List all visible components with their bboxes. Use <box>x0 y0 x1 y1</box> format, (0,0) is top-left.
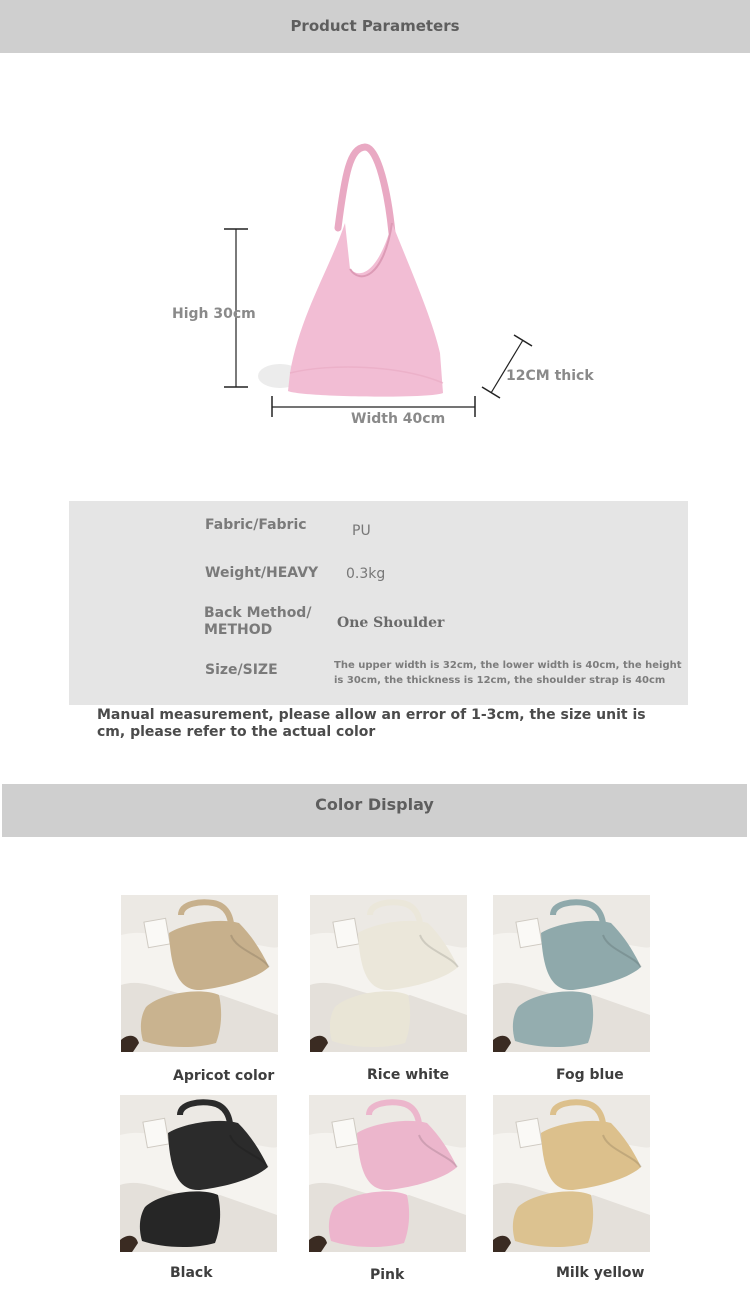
color-display-banner <box>2 784 747 837</box>
parameters-table <box>69 501 688 705</box>
section-title: Product Parameters <box>290 17 460 35</box>
color-thumbnail[interactable] <box>121 895 278 1052</box>
color-caption: Fog blue <box>556 1067 624 1083</box>
product-parameters-banner <box>0 0 750 53</box>
fabric-value: PU <box>352 523 371 539</box>
color-caption: Rice white <box>367 1067 450 1083</box>
weight-label: Weight/HEAVY <box>205 565 319 581</box>
thickness-label: 12CM thick <box>506 368 594 384</box>
method-value: One Shoulder <box>337 615 445 631</box>
width-label: Width 40cm <box>351 411 446 427</box>
color-thumbnail[interactable] <box>493 895 650 1052</box>
bag-body <box>288 223 443 397</box>
measurement-note: Manual measurement, please allow an error of 1-3cm, the size unit is cm, please refer to the actual color <box>97 707 646 740</box>
color-caption: Milk yellow <box>556 1265 645 1281</box>
method-label-line1: Back Method/ <box>204 605 312 621</box>
color-caption: Apricot color <box>173 1068 275 1084</box>
size-value-line2: is 30cm, the thickness is 12cm, the shoulder strap is 40cm <box>334 675 666 686</box>
color-thumbnail[interactable] <box>120 1095 277 1252</box>
color-caption: Black <box>170 1265 213 1281</box>
size-value <box>334 658 694 688</box>
color-thumbnail[interactable] <box>310 895 467 1052</box>
size-value-line1: The upper width is 32cm, the lower width is 40cm, the height <box>334 660 682 671</box>
method-label <box>204 605 311 639</box>
color-caption: Pink <box>370 1267 405 1283</box>
method-label-line2: METHOD <box>204 622 273 638</box>
height-label: High 30cm <box>172 306 256 322</box>
section-title: Color Display <box>315 795 434 814</box>
size-label: Size/SIZE <box>205 662 278 678</box>
weight-value: 0.3kg <box>346 566 386 582</box>
fabric-label: Fabric/Fabric <box>205 517 307 533</box>
color-thumbnail[interactable] <box>493 1095 650 1252</box>
color-thumbnail[interactable] <box>309 1095 466 1252</box>
hero-bag-image <box>0 53 750 453</box>
